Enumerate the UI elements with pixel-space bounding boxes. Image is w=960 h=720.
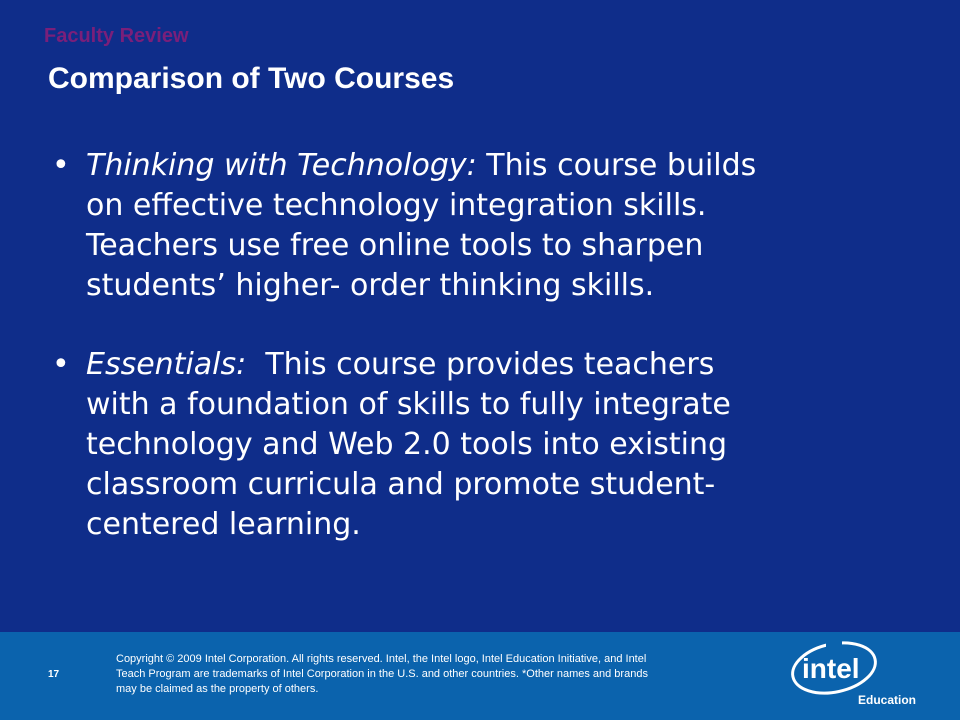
bullet-text: This course builds bbox=[476, 148, 757, 183]
bullet-line: with a foundation of skills to fully integrate bbox=[86, 387, 731, 422]
copyright-line: Teach Program are trademarks of Intel Corporation in the U.S. and other countries. *Other names and brands bbox=[116, 668, 648, 680]
bullet-line bbox=[86, 146, 756, 186]
copyright-line: may be claimed as the property of others. bbox=[116, 683, 319, 695]
bullet-line: Teachers use free online tools to sharpen bbox=[86, 228, 704, 263]
footer bbox=[0, 632, 960, 720]
section-label: Faculty Review bbox=[44, 25, 189, 47]
bullet-dot-icon: • bbox=[52, 347, 70, 382]
course-name: Thinking with Technology: bbox=[86, 148, 477, 183]
copyright-line: Copyright © 2009 Intel Corporation. All rights reserved. Intel, the Intel logo, Intel Education Initiative, and Intel bbox=[116, 653, 647, 665]
course-name: Essentials: bbox=[86, 347, 247, 382]
page-number: 17 bbox=[48, 669, 60, 680]
bullet-line: students’ higher- order thinking skills. bbox=[86, 268, 655, 303]
slide-title: Comparison of Two Courses bbox=[48, 62, 455, 95]
bullet-text: This course provides teachers bbox=[246, 347, 715, 382]
bullet-line: classroom curricula and promote student- bbox=[86, 467, 716, 502]
copyright-notice bbox=[116, 652, 766, 697]
bullet-line: centered learning. bbox=[86, 507, 361, 542]
bullet-dot-icon: • bbox=[52, 148, 70, 183]
bullet-line: technology and Web 2.0 tools into existing bbox=[86, 427, 728, 462]
intel-education-logo bbox=[788, 638, 918, 712]
logo-wordmark: intel bbox=[802, 653, 860, 684]
bullet-line: on effective technology integration skills. bbox=[86, 188, 707, 223]
bullet-line bbox=[86, 345, 714, 385]
logo-subtext: Education bbox=[858, 693, 917, 707]
